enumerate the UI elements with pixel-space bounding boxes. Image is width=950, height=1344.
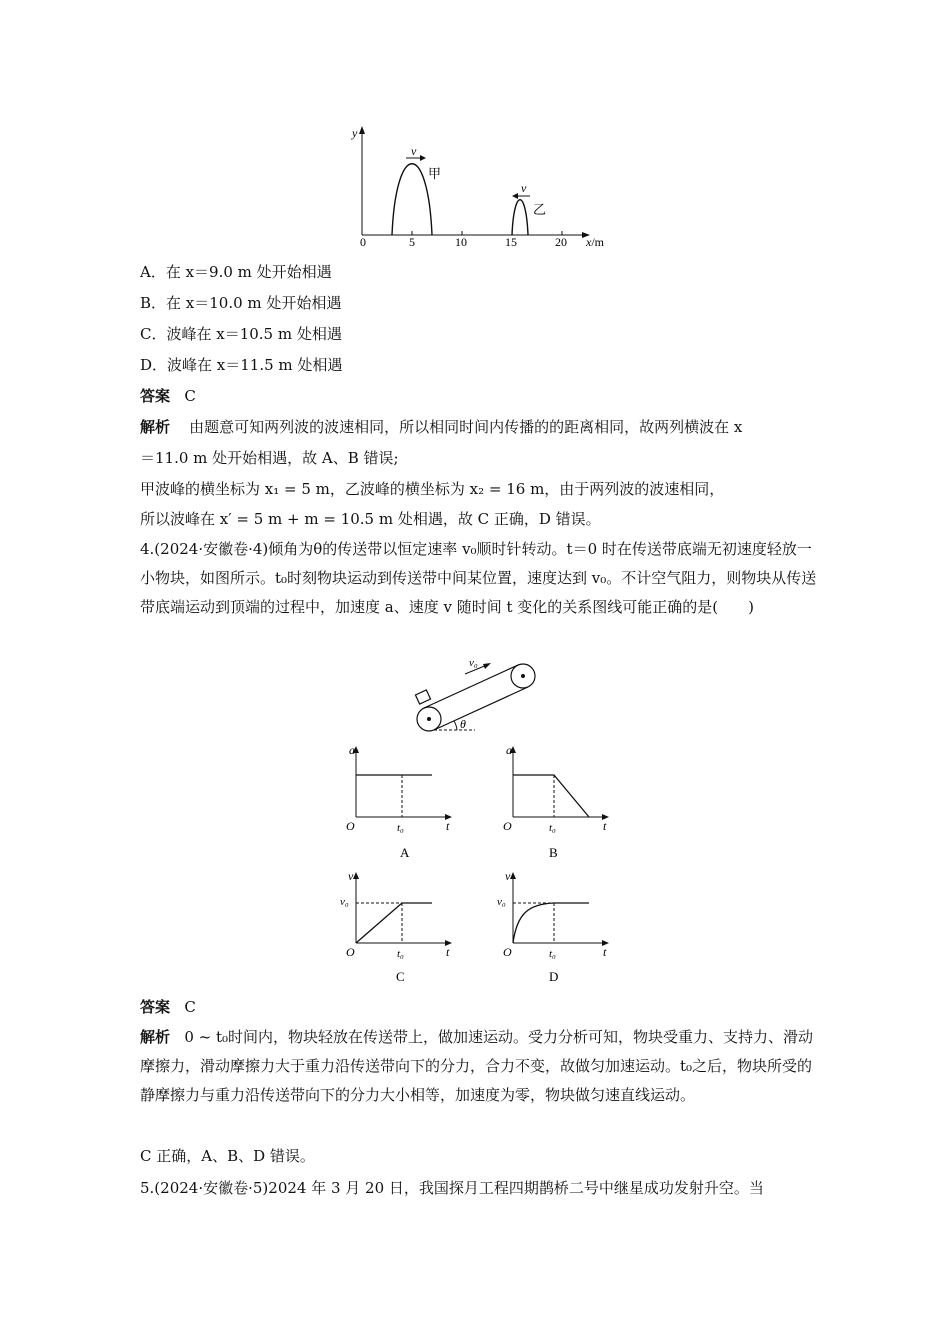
origin-label: O — [346, 819, 355, 833]
tick-label: 20 — [555, 235, 567, 249]
caption: A — [400, 845, 410, 860]
angle-label: θ — [460, 717, 466, 731]
wave-yi-pulse — [512, 200, 528, 235]
analysis-text: 由题意可知两列波的波速相同，所以相同时间内传播的的距离相同，故两列横波在 x — [189, 418, 743, 436]
x-label: t — [446, 945, 450, 959]
y-label: y — [352, 126, 358, 140]
tick-label: 5 — [409, 235, 415, 249]
t0-label: t₀ — [549, 822, 556, 834]
t0-label: t₀ — [397, 822, 404, 834]
v0-label: v₀ — [497, 896, 506, 908]
v0-label: v₀ — [340, 896, 349, 908]
velocity-arrowhead — [483, 663, 491, 669]
option-c: C．波峰在 x＝10.5 m 处相遇 — [140, 325, 342, 343]
x-unit-label: x/m — [586, 235, 604, 249]
conveyor-belt-figure — [405, 652, 545, 740]
q3-analysis-line1 — [140, 417, 742, 437]
plot-line — [356, 903, 432, 943]
tick-label: 0 — [360, 235, 366, 249]
q3-analysis-line2: ＝11.0 m 处开始相遇，故 A、B 错误; — [140, 449, 399, 467]
t0-label: t₀ — [549, 948, 556, 960]
x-label: t — [446, 819, 450, 833]
q4-conclusion: C 正确，A、B、D 错误。 — [140, 1147, 315, 1165]
tick-label: 10 — [455, 235, 467, 249]
y-label: v — [505, 869, 511, 883]
q5-stem: 5.(2024·安徽卷·5)2024 年 3 月 20 日，我国探月工程四期鹊桥二号中继星成功发射升空。当 — [140, 1179, 764, 1197]
caption: B — [549, 845, 558, 860]
origin-label: O — [346, 945, 355, 959]
q4-analysis — [140, 1023, 820, 1110]
graph-b — [497, 742, 627, 864]
v-label: v — [411, 144, 417, 158]
tick-label: 15 — [505, 235, 517, 249]
q4-answer — [140, 997, 196, 1017]
q3-analysis-line4: 所以波峰在 x′ = 5 m + m = 10.5 m 处相遇，故 C 正确，D 错误。 — [140, 510, 601, 528]
top-roller-axle — [521, 674, 525, 678]
answer-label: 答案 — [140, 387, 171, 405]
wave-pulses-figure — [340, 120, 620, 250]
analysis-label: 解析 — [140, 418, 171, 436]
y-arrow — [359, 126, 365, 134]
q3-answer — [140, 386, 196, 406]
q3-analysis-line3: 甲波峰的横坐标为 x₁ = 5 m，乙波峰的横坐标为 x₂ = 16 m，由于两列波的波速相同， — [140, 480, 725, 498]
analysis-text: 0 ~ t₀时间内，物块轻放在传送带上，做加速运动。受力分析可知，物块受重力、支持力、滑动摩擦力，滑动摩擦力大于重力沿传送带向下的分力，合力不变，故做匀加速运动。t₀之后，物块所受的静摩擦力与重力沿传送带向下的分力大小相等，加速度为零，物块做匀速直线运动。 — [140, 1028, 814, 1104]
plot-line — [513, 775, 589, 817]
plot-curve — [513, 903, 589, 943]
option-b: B．在 x＝10.0 m 处开始相遇 — [140, 294, 342, 312]
y-label: a — [349, 743, 355, 757]
y-label: a — [506, 743, 512, 757]
answer-label: 答案 — [140, 998, 171, 1016]
x-label: t — [603, 945, 607, 959]
v-label: v — [521, 181, 527, 195]
t0-label: t₀ — [397, 948, 404, 960]
wave-yi-label: 乙 — [533, 202, 547, 217]
caption: D — [549, 969, 559, 984]
wave-jia-label: 甲 — [428, 166, 442, 181]
velocity-label: v₀ — [469, 657, 478, 669]
origin-label: O — [503, 945, 512, 959]
option-d: D．波峰在 x＝11.5 m 处相遇 — [140, 356, 343, 374]
caption: C — [396, 969, 405, 984]
bottom-roller-axle — [427, 717, 431, 721]
y-arrow — [353, 872, 359, 879]
answer-value: C — [184, 387, 196, 405]
x-label: t — [603, 819, 607, 833]
y-arrow — [510, 872, 516, 879]
y-label: v — [348, 869, 354, 883]
answer-value: C — [184, 998, 196, 1016]
origin-label: O — [503, 819, 512, 833]
arrowhead — [420, 155, 426, 161]
analysis-label: 解析 — [140, 1028, 171, 1046]
graph-a — [340, 742, 470, 864]
graph-c — [340, 868, 470, 990]
block — [415, 690, 430, 704]
arrowhead — [512, 193, 518, 199]
option-a: A．在 x＝9.0 m 处开始相遇 — [140, 263, 332, 281]
graph-d — [497, 868, 627, 990]
wave-jia-pulse — [392, 164, 432, 235]
angle-arc — [454, 721, 457, 730]
q4-stem: 4.(2024·安徽卷·4)倾角为θ的传送带以恒定速率 v₀顺时针转动。t＝0 时在传送带底端无初速度轻放一小物块，如图所示。t₀时刻物块运动到传送带中间某位置，速度达到 v₀。不计空气阻力，则物块从传送带底端运动到顶端的过程中，加速度 a、速度 v 随时间 t 变化的关系图线可能正确的是( ) — [140, 540, 817, 616]
belt-bottom — [434, 687, 528, 730]
